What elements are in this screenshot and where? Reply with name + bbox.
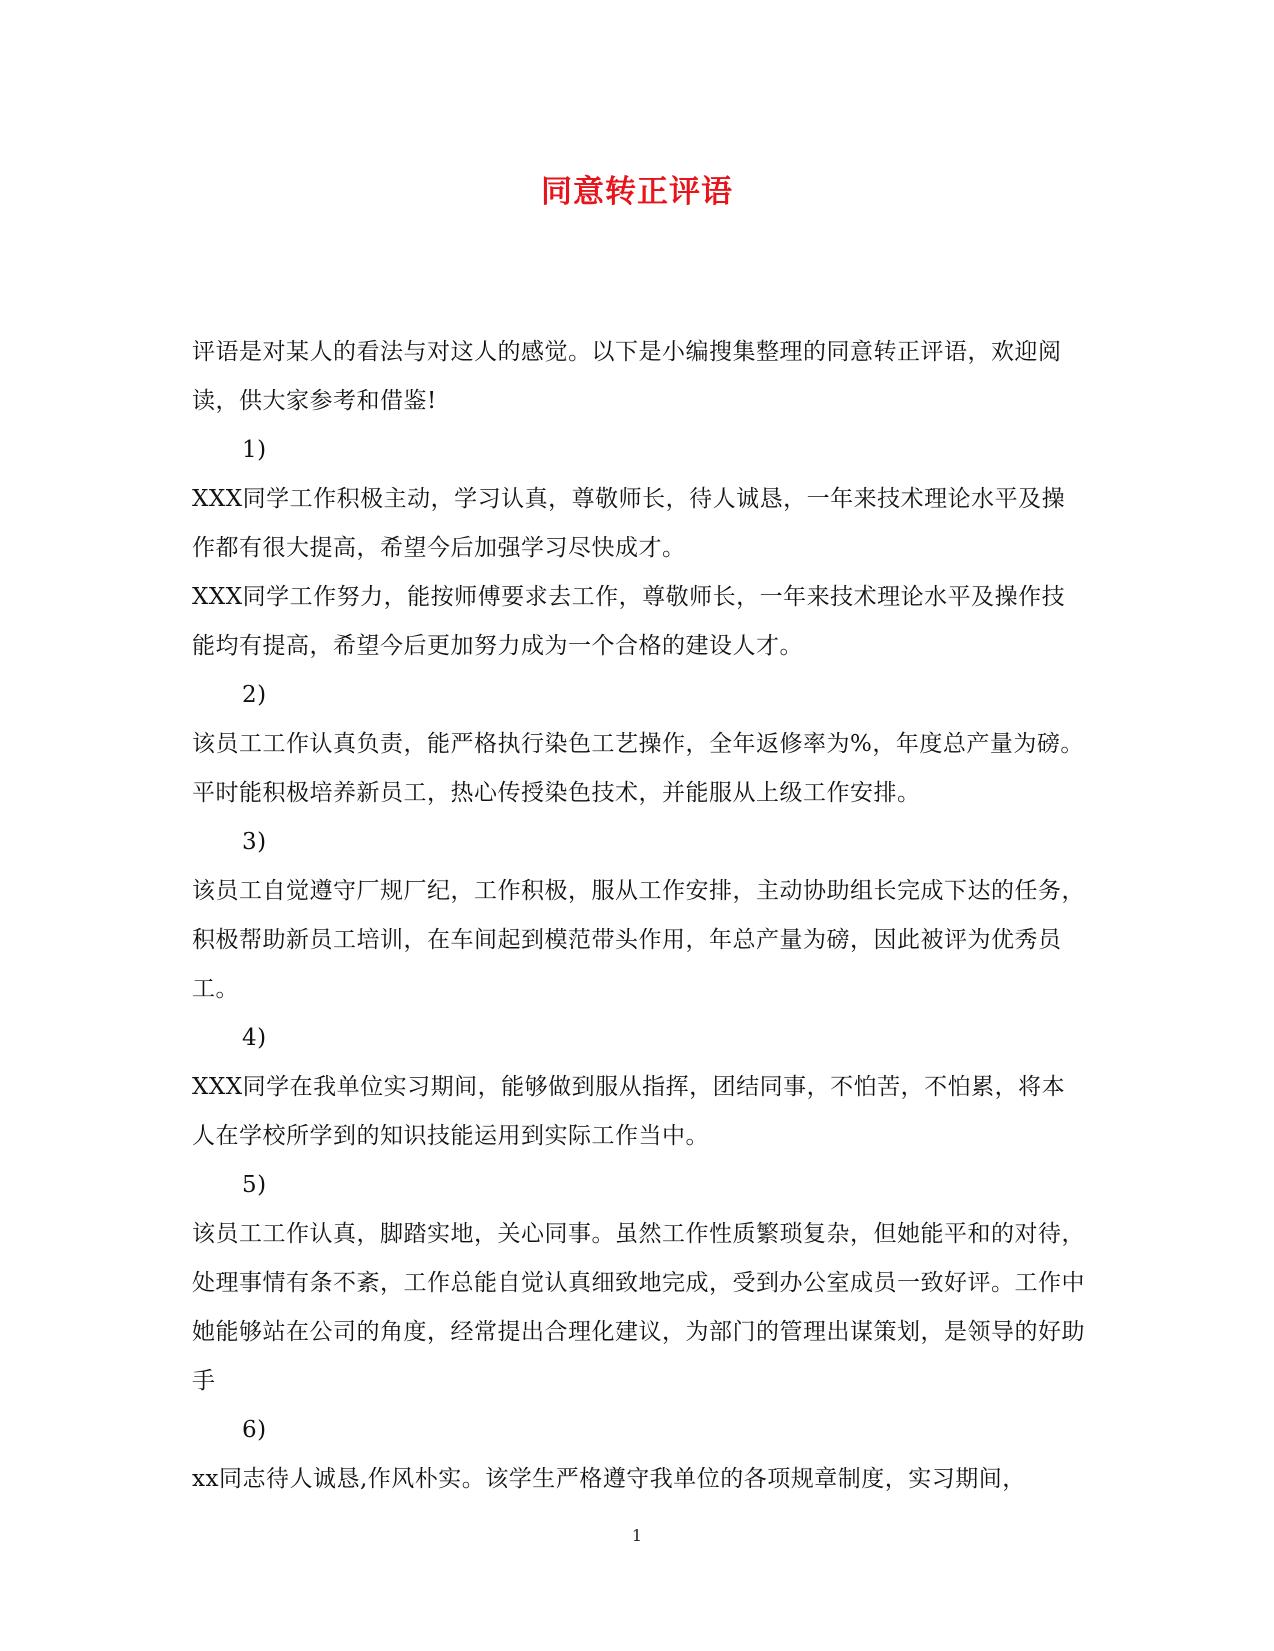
section-number: 6) [242, 1417, 267, 1443]
paragraph: 该员工工作认真，脚踏实地，关心同事。虽然工作性质繁琐复杂，但她能平和的对待，处理事情有条不紊，工作总能自觉认真细致地完成，受到办公室成员一致好评。工作中她能够站在公司的角度，经常提出合理化建议，为部门的管理出谋策划，是领导的好助手 [192, 1221, 1085, 1394]
section-number: 2) [242, 682, 267, 708]
paragraph: XXX同学工作积极主动，学习认真，尊敬师长，待人诚恳，一年来技术理论水平及操作都有很大提高，希望今后加强学习尽快成才。 [192, 486, 1066, 561]
paragraph: 该员工自觉遵守厂规厂纪，工作积极，服从工作安排，主动协助组长完成下达的任务，积极帮助新员工培训，在车间起到模范带头作用，年总产量为磅，因此被评为优秀员工。 [192, 878, 1085, 1002]
section-number: 3) [242, 829, 267, 855]
paragraph: 该员工工作认真负责，能严格执行染色工艺操作，全年返修率为%，年度总产量为磅。平时能积极培养新员工，热心传授染色技术，并能服从上级工作安排。 [192, 731, 1084, 806]
page-number: 1 [631, 1526, 643, 1545]
paragraph: xx同志待人诚恳,作风朴实。该学生严格遵守我单位的各项规章制度，实习期间， [192, 1466, 1026, 1492]
paragraph: XXX同学工作努力，能按师傅要求去工作，尊敬师长，一年来技术理论水平及操作技能均有提高，希望今后更加努力成为一个合格的建设人才。 [192, 584, 1066, 659]
section-number: 4) [242, 1025, 267, 1051]
section-number: 5) [242, 1172, 267, 1198]
intro-paragraph: 评语是对某人的看法与对这人的感觉。以下是小编搜集整理的同意转正评语，欢迎阅读，供大家参考和借鉴! [192, 339, 1062, 414]
document-body [192, 328, 1087, 1504]
section-number: 1) [242, 437, 267, 463]
document-title: 同意转正评语 [541, 174, 733, 210]
paragraph: XXX同学在我单位实习期间，能够做到服从指挥，团结同事，不怕苦，不怕累，将本人在学校所学到的知识技能运用到实际工作当中。 [192, 1074, 1066, 1149]
